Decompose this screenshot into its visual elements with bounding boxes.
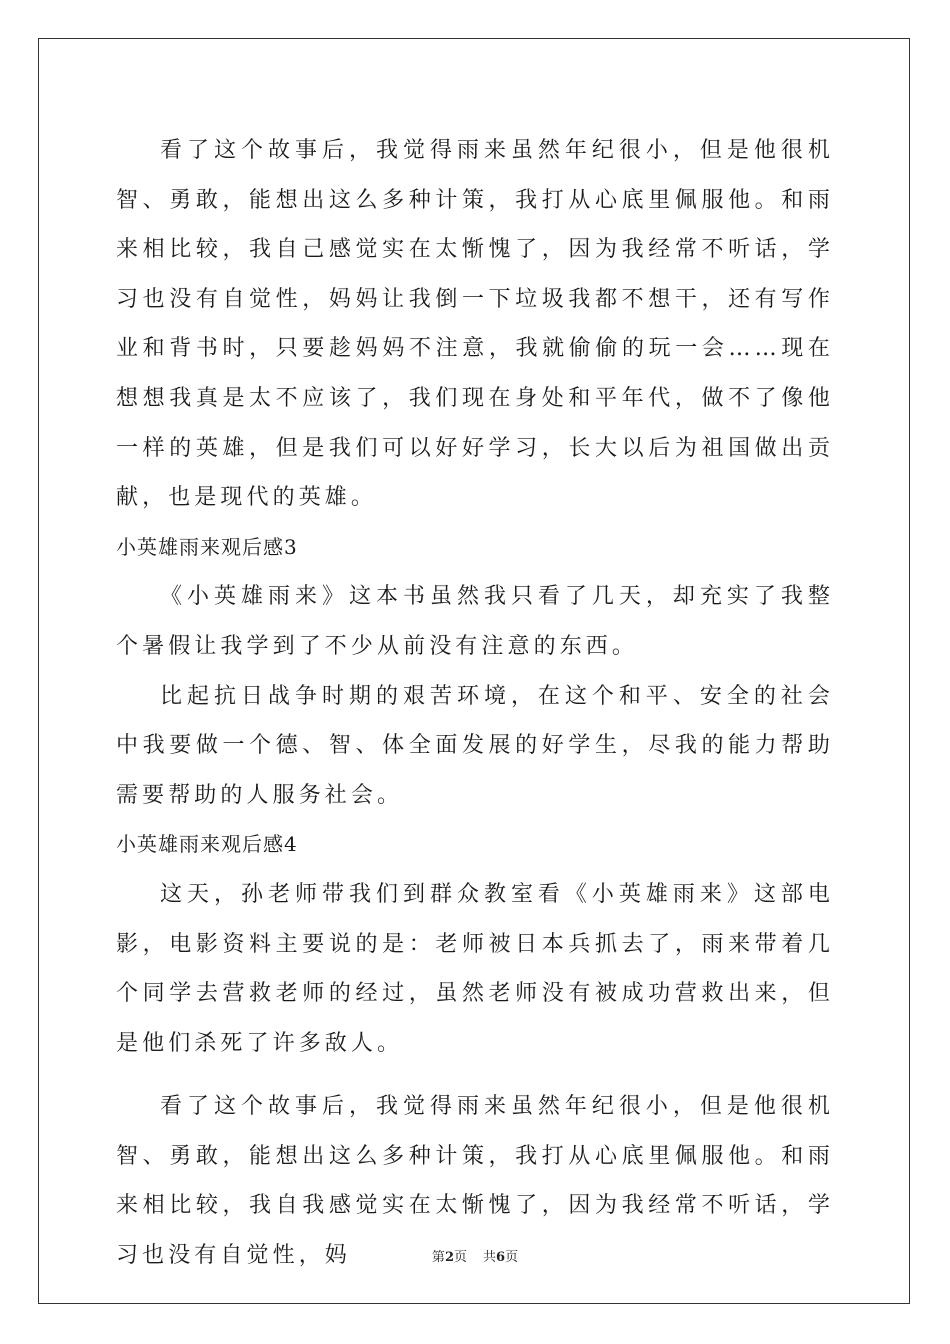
total-pages-prefix: 共 [483,1250,497,1265]
paragraph-spacer [116,1068,834,1082]
paragraph: 看了这个故事后，我觉得雨来虽然年纪很小，但是他很机智、勇敢，能想出这么多种计策，我打从心底里佩服他。和雨来相比较，我自我感觉实在太惭愧了，因为我经常不听话，学习也没有自觉性，妈 [116,1094,834,1269]
section-heading: 小英雄雨来观后感4 [116,832,298,857]
page-number-suffix: 页 [453,1250,467,1265]
page-number-prefix: 第 [431,1250,445,1265]
paragraph: 看了这个故事后，我觉得雨来虽然年纪很小，但是他很机智、勇敢，能想出这么多种计策，我打从心底里佩服他。和雨来相比较，我自己感觉实在太惭愧了，因为我经常不听话，学习也没有自觉性，妈妈让我倒一下垃圾我都不想干，还有写作业和背书时，只要趁妈妈不注意，我就偷偷的玩一会……现在想想我真是太不应该了，我们现在身处和平年代，做不了像他一样的英雄，但是我们可以好好学习，长大以后为祖国做出贡献，也是现代的英雄。 [116,138,834,511]
document-body [116,126,834,1281]
paragraph: 比起抗日战争时期的艰苦环境，在这个和平、安全的社会中我要做一个德、智、体全面发展的好学生，尽我的能力帮助需要帮助的人服务社会。 [116,683,834,808]
section-heading: 小英雄雨来观后感3 [116,534,298,559]
paragraph: 这天，孙老师带我们到群众教室看《小英雄雨来》这部电影，电影资料主要说的是：老师被日本兵抓去了，雨来带着几个同学去营救老师的经过，虽然老师没有被成功营救出来，但是他们杀死了许多敌人。 [116,881,834,1056]
current-page-number: 2 [444,1250,454,1265]
total-pages-suffix: 页 [505,1250,519,1265]
total-page-count: 6 [496,1250,506,1265]
paragraph: 《小英雄雨来》这本书虽然我只看了几天，却充实了我整个暑假让我学到了不少从前没有注意的东西。 [116,584,834,659]
page-footer [0,1246,950,1265]
